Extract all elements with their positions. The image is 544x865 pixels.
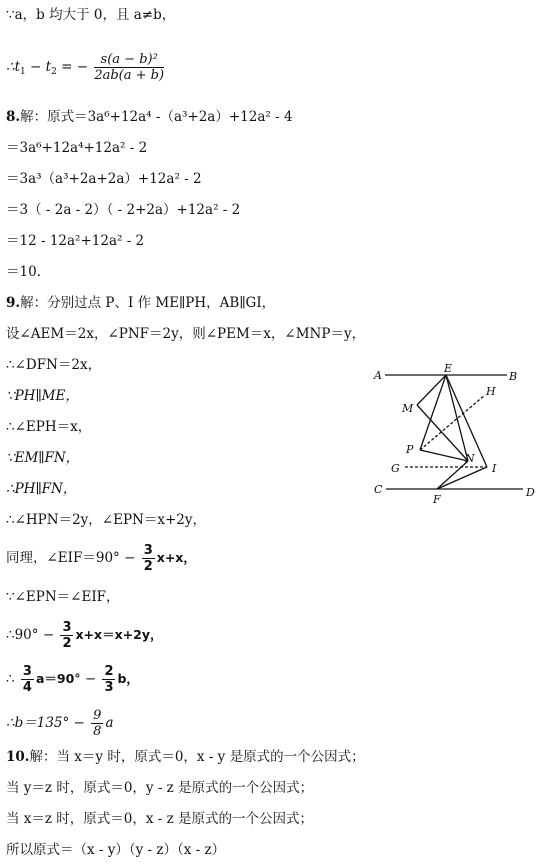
text: a <box>105 715 114 731</box>
text: − <box>38 627 55 643</box>
text: ∴∠HPN＝2y，∠EPN＝x+2y， <box>6 512 206 528</box>
text: ∴∠DFN＝2x， <box>6 357 102 373</box>
label-h: H <box>486 385 496 398</box>
fraction <box>60 620 73 651</box>
numerator: 3 <box>62 620 72 635</box>
numerator: 9 <box>93 708 102 723</box>
text: a＝90° <box>35 671 81 686</box>
segment-pn <box>420 450 468 461</box>
line-16 <box>6 511 206 529</box>
label-f: F <box>433 493 441 506</box>
text: ∵a，b 均大于 0，且 a≠b， <box>6 7 176 23</box>
text: 解：原式＝3a⁶+12a⁴ -（a³+2a）+12a² - 4 <box>20 109 293 125</box>
line-9 <box>6 294 275 312</box>
line-7 <box>6 232 144 250</box>
line-18 <box>6 588 120 606</box>
text: 同理，∠EIF＝90° <box>6 550 120 566</box>
text: − <box>80 671 97 687</box>
line-17 <box>6 543 196 574</box>
line-3 <box>6 108 293 126</box>
text: ＝3a⁶+12a⁴+12a² - 2 <box>6 140 148 156</box>
numerator: 3 <box>22 664 32 679</box>
text: − <box>119 550 136 566</box>
text: x+x， <box>156 550 196 565</box>
text: ＝3a³（a³+2a+2a）+12a² - 2 <box>6 171 202 187</box>
text: = − <box>56 59 89 75</box>
fraction <box>102 664 115 695</box>
label-i: I <box>492 462 497 475</box>
label-d: D <box>526 486 535 499</box>
line-1 <box>6 6 175 24</box>
text: ∵PH∥ME， <box>6 388 79 404</box>
problem-number: 9. <box>6 295 21 311</box>
fraction <box>91 708 103 739</box>
label-e: E <box>444 362 453 375</box>
label-b: B <box>509 370 518 383</box>
text: 所以原式＝（x - y）（y - z）（x - z） <box>6 842 226 858</box>
line-11 <box>6 356 101 374</box>
line-5 <box>6 170 202 188</box>
text: − <box>69 715 85 731</box>
text: ∵EM∥FN， <box>6 450 80 466</box>
segment-em <box>417 375 446 405</box>
denominator: 2ab(a + b) <box>94 68 165 83</box>
text: ∴PH∥FN， <box>6 481 77 497</box>
text: 解：分别过点 P、I 作 ME∥PH，AB∥GI， <box>20 295 276 311</box>
denominator: 3 <box>104 680 114 695</box>
line-2 <box>6 52 166 83</box>
line-13 <box>6 418 91 436</box>
line-6 <box>6 201 240 219</box>
label-c: C <box>374 483 383 496</box>
text: 当 y＝z 时，原式＝0，y - z 是原式的一个公因式； <box>6 780 314 796</box>
text: ∴t <box>6 59 21 75</box>
fraction <box>21 664 34 695</box>
denominator: 4 <box>22 680 32 695</box>
text: ∴∠EPH＝x， <box>6 419 92 435</box>
line-14 <box>6 449 79 467</box>
text: 解：当 x＝y 时，原式＝0，x - y 是原式的一个公因式； <box>29 749 365 765</box>
problem-number: 8. <box>6 109 21 125</box>
numerator: 2 <box>104 664 114 679</box>
text: ＝3（ - 2a - 2）（ - 2+2a）+12a² - 2 <box>6 202 241 218</box>
text: x+x＝x+2y， <box>75 627 163 642</box>
geometry-figure <box>360 355 540 510</box>
text: 设∠AEM＝2x，∠PNF＝2y，则∠PEM＝x，∠MNP＝y， <box>6 326 366 342</box>
text: ＝10. <box>6 264 41 280</box>
problem-number: 10. <box>6 749 30 765</box>
text: ＝12 - 12a²+12a² - 2 <box>6 233 145 249</box>
text: ∴b＝135° <box>6 715 70 731</box>
line-21 <box>6 708 114 739</box>
line-4 <box>6 139 147 157</box>
numerator: s(a − b)² <box>94 52 164 68</box>
numerator: 3 <box>143 543 153 558</box>
denominator: 2 <box>62 636 72 651</box>
line-24 <box>6 810 313 828</box>
subscript: 1 <box>20 67 26 77</box>
label-m: M <box>402 402 414 415</box>
fraction <box>94 52 164 83</box>
line-20 <box>6 664 139 695</box>
label-n: N <box>465 452 475 465</box>
denominator: 2 <box>143 559 153 574</box>
line-8 <box>6 263 41 281</box>
label-g: G <box>391 462 400 475</box>
label-a: A <box>374 369 382 382</box>
label-p: P <box>406 443 414 456</box>
line-22 <box>6 748 365 766</box>
line-23 <box>6 779 313 797</box>
line-15 <box>6 480 76 498</box>
segment-if <box>437 467 487 489</box>
text: b， <box>117 671 139 686</box>
text: ∵∠EPN＝∠EIF， <box>6 589 120 605</box>
segment-nf <box>437 461 468 489</box>
text: − t <box>25 59 52 75</box>
subscript: 2 <box>51 67 57 77</box>
text: ∴90° <box>6 627 39 643</box>
text: ∴ <box>6 671 15 687</box>
line-19 <box>6 620 162 651</box>
denominator: 8 <box>93 724 102 739</box>
line-10 <box>6 325 365 343</box>
text: 当 x＝z 时，原式＝0，x - z 是原式的一个公因式； <box>6 811 314 827</box>
line-12 <box>6 387 79 405</box>
fraction <box>142 543 155 574</box>
line-25 <box>6 841 225 859</box>
